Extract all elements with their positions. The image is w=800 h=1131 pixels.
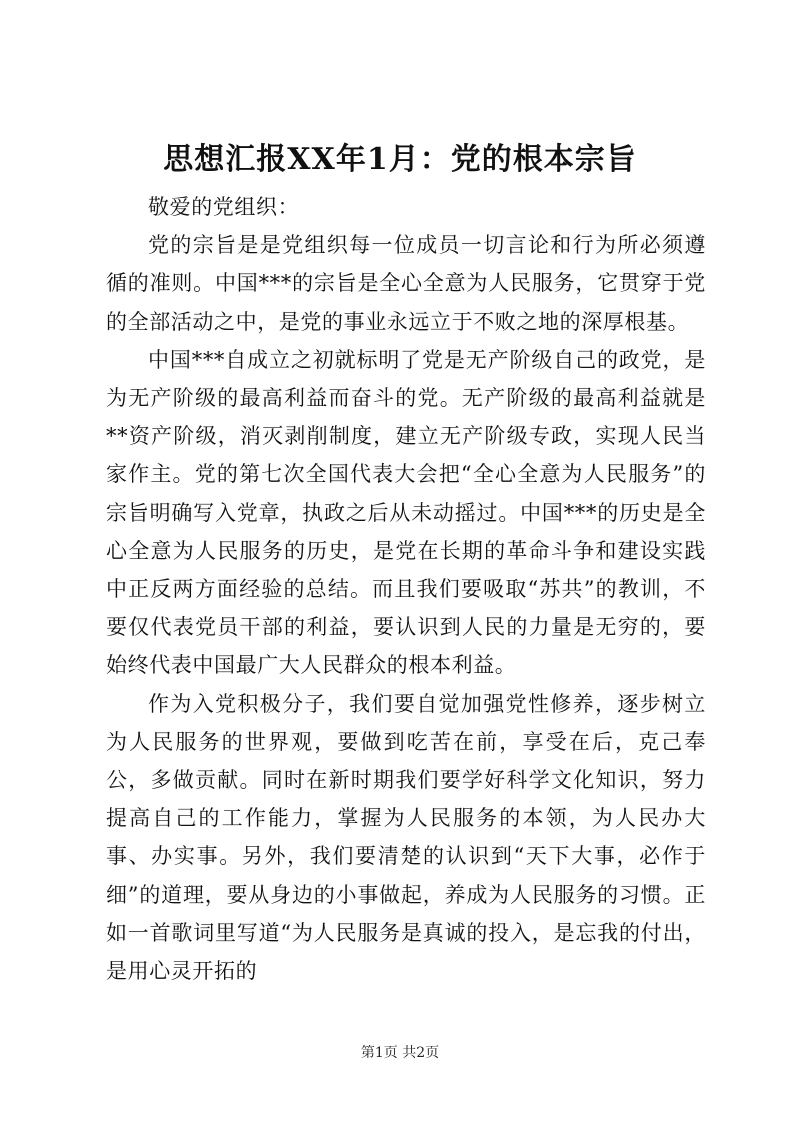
- document-title: 思想汇报XX年1月：党的根本宗旨: [163, 142, 637, 177]
- paragraph: 党的宗旨是是党组织每一位成员一切言论和行为所必须遵循的准则。中国***的宗旨是全心全意为人民服务，它贯穿于党的全部活动之中，是党的事业永远立于不败之地的深厚根基。: [106, 233, 706, 334]
- page-number-footer: 第1页 共2页: [360, 1045, 440, 1061]
- document-body: [106, 188, 706, 990]
- paragraph: 作为入党积极分子，我们要自觉加强党性修养，逐步树立为人民服务的世界观，要做到吃苦在前，享受在后，克己奉公，多做贡献。同时在新时期我们要学好科学文化知识，努力提高自己的工作能力，掌握为人民服务的本领，为人民办大事、办实事。另外，我们要清楚的认识到“天下大事，必作于细”的道理，要从身边的小事做起，养成为人民服务的习惯。正如一首歌词里写道“为人民服务是真诚的投入，是忘我的付出，是用心灵开拓的: [106, 691, 706, 984]
- salutation: 敬爱的党组织：: [148, 195, 300, 219]
- paragraph: 中国***自成立之初就标明了党是无产阶级自己的政党，是为无产阶级的最高利益而奋斗的党。无产阶级的最高利益就是**资产阶级，消灭剥削制度，建立无产阶级专政，实现人民当家作主。党的第七次全国代表大会把“全心全意为人民服务”的宗旨明确写入党章，执政之后从未动摇过。中国***的历史是全心全意为人民服务的历史，是党在长期的革命斗争和建设实践中正反两方面经验的总结。而且我们要吸取“苏共”的教训，不要仅代表党员干部的利益，要认识到人民的力量是无穷的，要始终代表中国最广大人民群众的根本利益。: [106, 347, 706, 678]
